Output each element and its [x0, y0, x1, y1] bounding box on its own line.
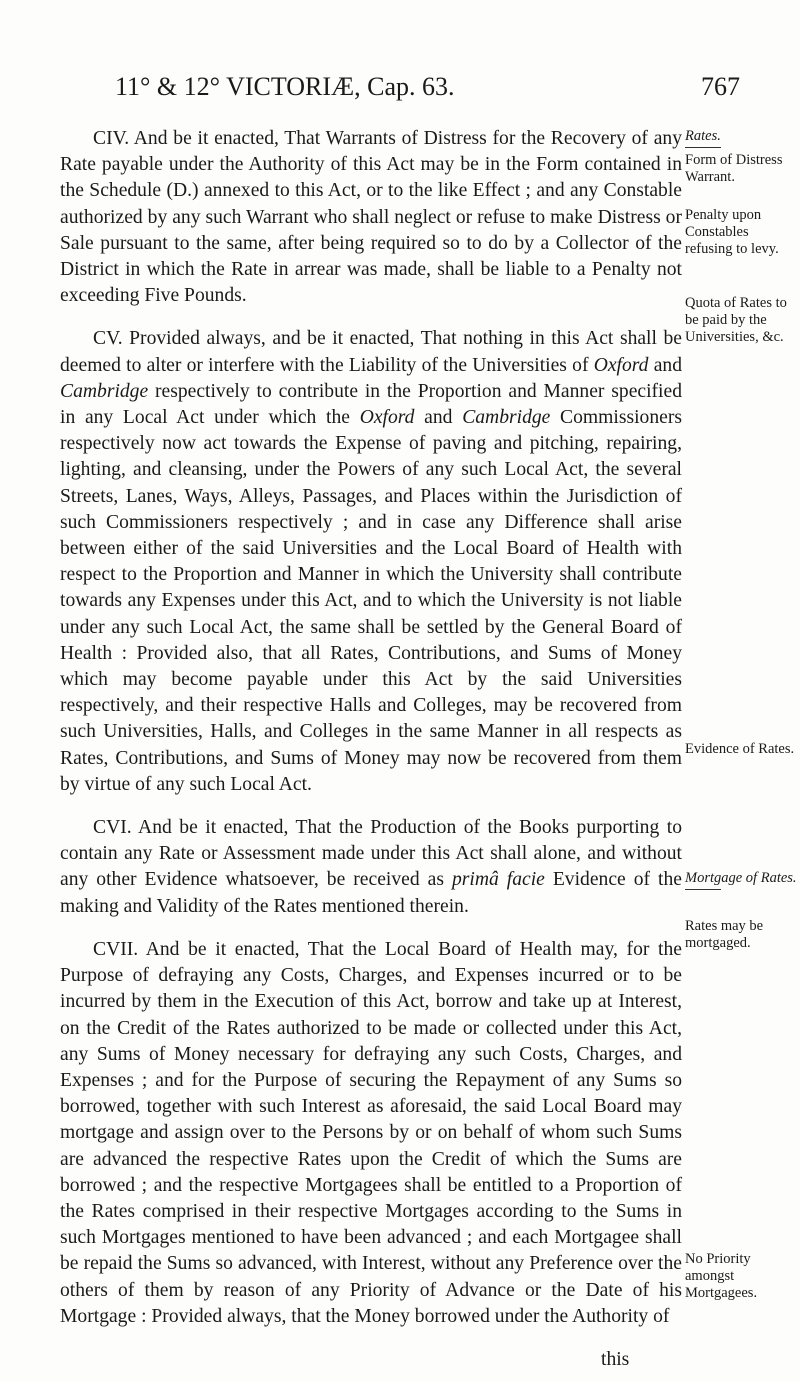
page-number: 767: [701, 72, 740, 101]
cvi-part2: Evidence of the making and Validity of the Rates mentioned therein.: [60, 869, 682, 917]
margin-no-priority: No Priority amongst Mortgagees.: [685, 1251, 758, 1301]
cvi-part1: CVI. And be it enacted, That the Production of the Books purporting to contain any Rate or Assessment made under this Act shall alone, and without any other Evidence whatsoever, be received as: [60, 817, 682, 891]
cv-part2: respectively to contribute in the Proportion and Manner specified in any Local Act under which the: [60, 380, 682, 429]
margin-mortgage-heading: Mortgage of Rates.: [685, 870, 797, 893]
cv-and: and: [648, 354, 682, 376]
margin-quota: Quota of Rates to be paid by the Universities, &c.: [685, 295, 787, 345]
section-cvii: CVII. And be it enacted, That the Local Board of Health may, for the Purpose of defraying any Costs, Charges, and Expenses incurred or to be incurred by them in the Execution of this Act, borrow and take up at Interest, on the Credit of the Rates authorized to be made or collected under this Act, any Sums of Money necessary for defraying any such Costs, Charges, and Expenses ; and for the Purpose of securing the Repayment of any Sums so borrowed, together with such Interest as aforesaid, the said Local Board may mortgage and assign over to the Persons by or on behalf of whom such Sums are advanced the respective Rates upon the Credit of which the Sums are borrowed ; and the respective Mortgagees shall be entitled to a Proportion of the Rates comprised in their respective Mortgages according to the Sums in such Mortgages mentioned to have been advanced ; and each Mortgagee shall be repaid the Sums so advanced, with Interest, without any Preference over the others of them by reason of any Priority of Advance or the Date of his Mortgage : Provided always, that the Money borrowed under the Authority of: [60, 938, 682, 1327]
margin-rates-heading: Rates.: [685, 128, 797, 151]
margin-rule: [685, 889, 721, 890]
cv-part1: CV. Provided always, and be it enacted, That nothing in this Act shall be deemed to alter or interfere with the Liability of the Universities of: [60, 328, 682, 376]
cv-and2: and: [414, 407, 463, 429]
margin-form-of-distress: Form of Distress Warrant.: [685, 152, 783, 185]
section-cv: [60, 326, 682, 798]
body-text: [60, 126, 682, 1347]
cv-cambridge: Cambridge: [60, 380, 149, 402]
cv-oxford2: Oxford: [359, 407, 415, 429]
cvi-prima-facie: primâ facie: [451, 869, 545, 891]
margin-penalty: Penalty upon Constables refusing to levy.: [685, 207, 779, 257]
cv-cambridge2: Cambridge: [462, 407, 551, 429]
running-header: [115, 72, 740, 112]
running-title: 11° & 12° VICTORIÆ, Cap. 63.: [115, 72, 455, 101]
cv-oxford: Oxford: [593, 354, 649, 376]
margin-rates-mortgaged: Rates may be mortgaged.: [685, 918, 764, 951]
section-cvi: [60, 815, 682, 920]
catchword: this: [601, 1349, 630, 1370]
margin-rule: [685, 147, 721, 148]
margin-evidence: Evidence of Rates.: [685, 741, 795, 757]
cv-part3: Commissioners respectively now act towards the Expense of paving and pitching, repairing, lighting, and cleansing, under the Powers of any such Local Act, the several Streets, Lanes, Ways, Alleys, Passages, and Places within the Jurisdiction of such Commissioners respectively ; and in case any Difference shall arise between either of the said Universities and the Local Board of Health with respect to the Proportion and Manner in which the University shall contribute towards any Expenses under this Act, and to which the University is not liable under any such Local Act, the same shall be settled by the General Board of Health : Provided also, that all Rates, Contributions, and Sums of Money which may become payable under this Act by the said Universities respectively, and their respective Halls and Colleges, may be recovered from such Universities, Halls, and Colleges in the same Manner in all respects as Rates, Contributions, and Sums of Money may now be recovered from them by virtue of any such Local Act.: [60, 407, 682, 795]
section-civ: CIV. And be it enacted, That Warrants of Distress for the Recovery of any Rate payable under the Authority of this Act may be in the Form contained in the Schedule (D.) annexed to this Act, or to the like Effect ; and any Constable authorized by any such Warrant who shall neglect or refuse to make Distress or Sale pursuant to the same, after being required so to do by a Collector of the District in which the Rate in arrear was made, shall be liable to a Penalty not exceeding Five Pounds.: [60, 128, 682, 307]
